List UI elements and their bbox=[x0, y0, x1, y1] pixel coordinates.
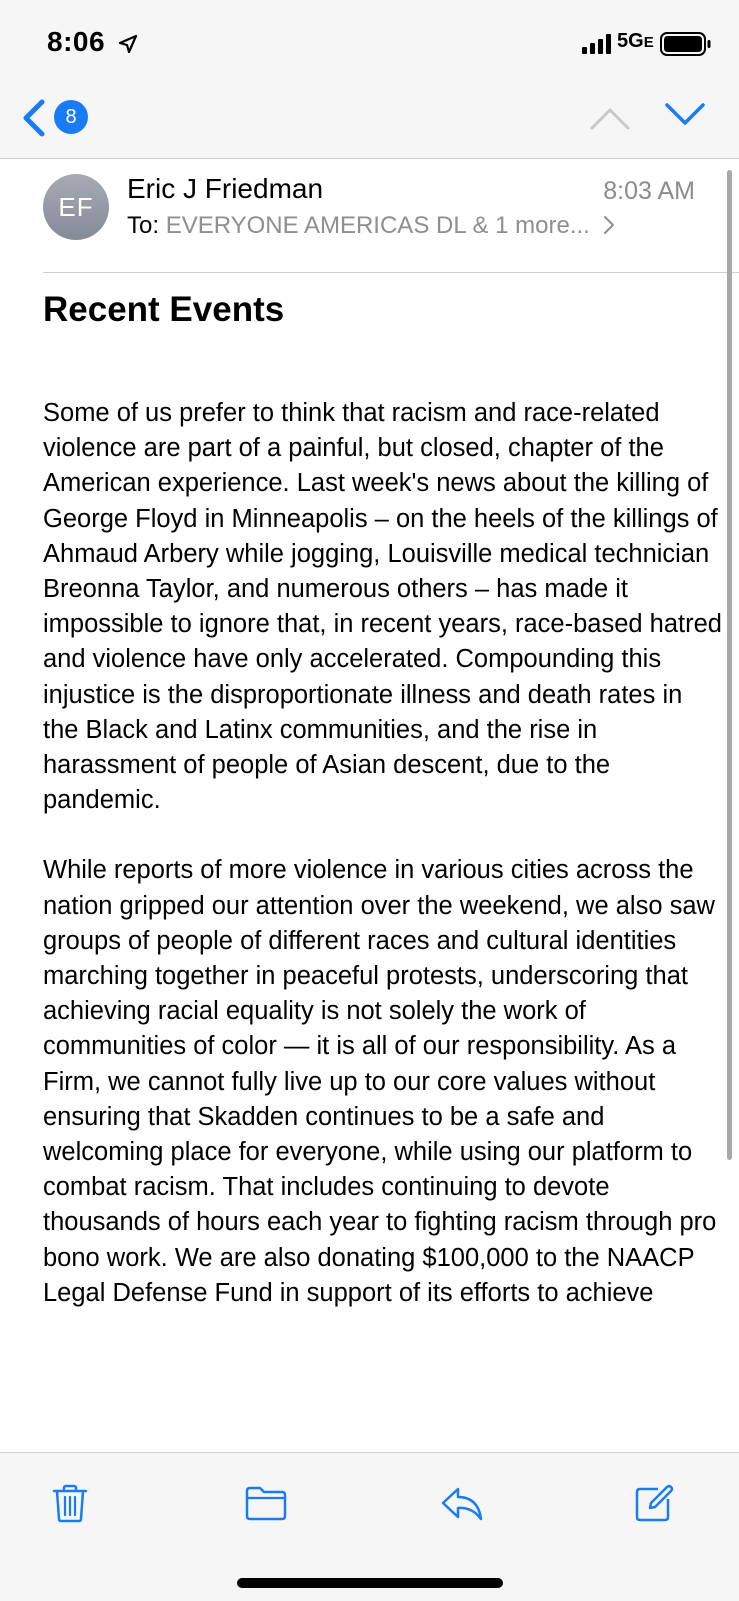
next-message-chevron-down-icon[interactable] bbox=[665, 102, 705, 126]
signal-strength-icon bbox=[582, 34, 616, 54]
trash-icon[interactable] bbox=[50, 1483, 90, 1523]
body-paragraph: Some of us prefer to think that racism and race-related violence are part of a painful, but closed, chapter of the American experience. Last week's news about the killing of George Floyd in Minneapolis – on the heels of the killings of Ahmaud Arbery while jogging, Louisville medical technician Breonna Taylor, and numerous others – has made it impossible to ignore that, in recent years, race-based hatred and violence have only accelerated. Compounding this injustice is the disproportionate illness and death rates in the Black and Latinx communities, and the rise in harassment of people of Asian descent, due to the pandemic. bbox=[43, 399, 722, 815]
back-chevron-icon[interactable] bbox=[20, 98, 50, 138]
chevron-right-icon[interactable] bbox=[603, 215, 615, 235]
unread-count-badge[interactable]: 8 bbox=[54, 100, 88, 134]
recipients-row[interactable] bbox=[127, 212, 615, 240]
network-indicator bbox=[617, 30, 654, 53]
folder-icon[interactable] bbox=[244, 1483, 288, 1523]
scroll-indicator[interactable] bbox=[727, 170, 732, 1160]
previous-message-chevron-up-icon[interactable] bbox=[590, 106, 630, 130]
header-divider bbox=[43, 272, 739, 273]
recipients-list[interactable]: EVERYONE AMERICAS DL & 1 more... bbox=[165, 212, 590, 239]
email-body bbox=[43, 290, 723, 1450]
location-arrow-icon bbox=[118, 34, 138, 54]
email-timestamp: 8:03 AM bbox=[603, 177, 695, 205]
email-subject: Recent Events bbox=[43, 290, 285, 329]
battery-icon bbox=[660, 32, 712, 56]
home-indicator[interactable] bbox=[237, 1578, 503, 1588]
status-bar bbox=[0, 0, 739, 88]
email-header bbox=[0, 159, 739, 273]
reply-icon[interactable] bbox=[440, 1483, 484, 1523]
sender-name[interactable]: Eric J Friedman bbox=[127, 173, 324, 204]
body-paragraph: While reports of more violence in various cities across the nation gripped our attention over the weekend, we also saw groups of people of different races and cultural identities marching together in peaceful protests, underscoring that achieving racial equality is not solely the work of communities of color — it is all of our responsibility. As a Firm, we cannot fully live up to our core values without ensuring that Skadden continues to be a safe and welcoming place for everyone, while using our platform to combat racism. That includes continuing to devote thousands of hours each year to fighting racism through pro bono work. We are also donating $100,000 to the NAACP Legal Defense Fund in support of its efforts to achieve bbox=[43, 856, 717, 1307]
status-time: 8:06 bbox=[47, 26, 106, 57]
network-suffix: E bbox=[643, 34, 654, 51]
network-type: 5G bbox=[617, 30, 644, 52]
to-label: To: bbox=[127, 212, 160, 239]
compose-icon[interactable] bbox=[634, 1483, 674, 1523]
sender-avatar[interactable]: EF bbox=[43, 174, 109, 240]
navigation-bar bbox=[0, 88, 739, 159]
